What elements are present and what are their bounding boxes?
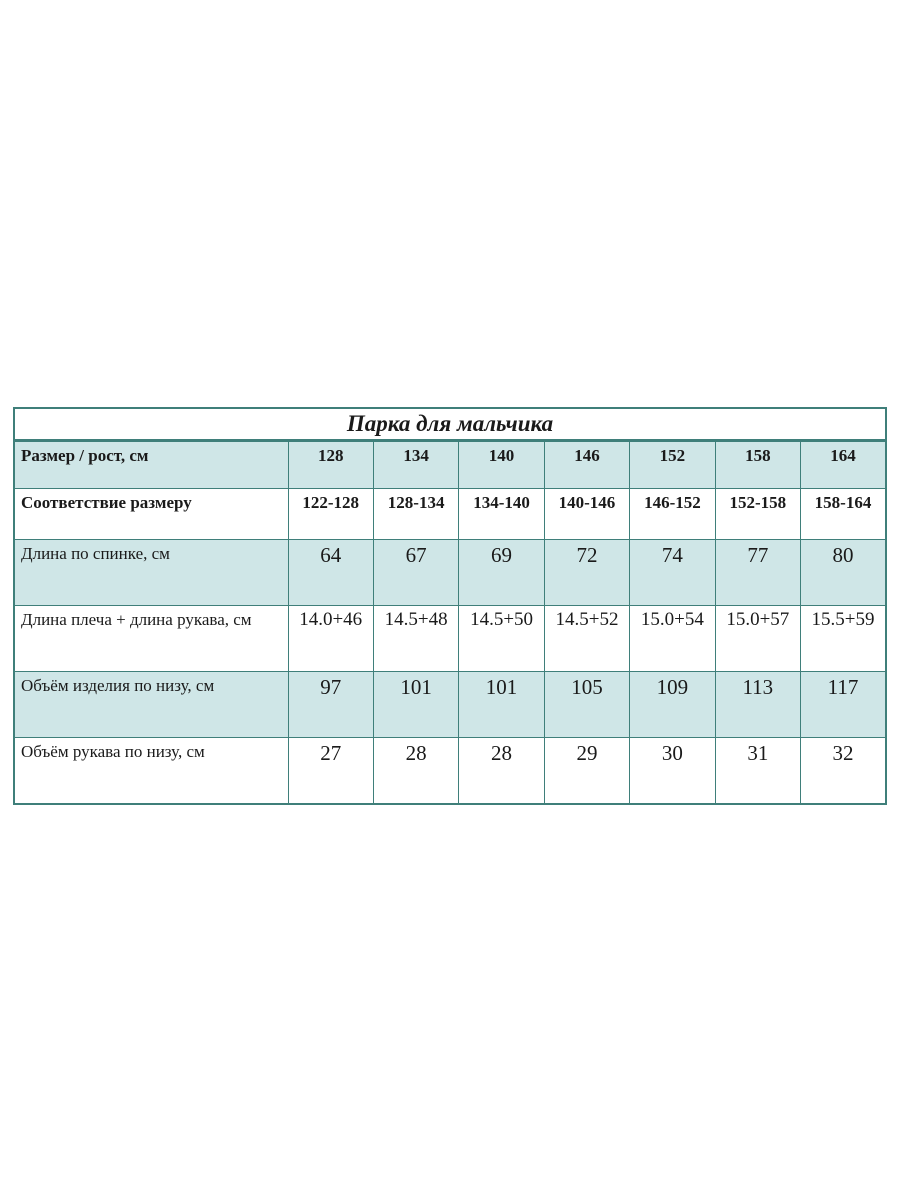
header-size-cell: 128	[288, 441, 373, 489]
table-cell: 109	[630, 672, 715, 738]
table-cell: 30	[630, 738, 715, 805]
table-title: Парка для мальчика	[14, 408, 886, 441]
table-cell: 158-164	[801, 489, 886, 540]
table-cell: 69	[459, 540, 544, 606]
row-label: Объём рукава по низу, см	[14, 738, 288, 805]
table-row	[14, 606, 886, 672]
table-cell: 28	[373, 738, 458, 805]
size-chart-table	[13, 407, 887, 805]
table-cell: 67	[373, 540, 458, 606]
table-cell: 117	[801, 672, 886, 738]
table-cell: 31	[715, 738, 800, 805]
table-cell: 29	[544, 738, 629, 805]
row-label: Соответствие размеру	[14, 489, 288, 540]
table-cell: 128-134	[373, 489, 458, 540]
table-cell: 101	[459, 672, 544, 738]
table-cell: 105	[544, 672, 629, 738]
table-row	[14, 738, 886, 805]
table-cell: 140-146	[544, 489, 629, 540]
table-cell: 15.5+59	[801, 606, 886, 672]
table-cell: 28	[459, 738, 544, 805]
row-label: Длина плеча + длина рукава, см	[14, 606, 288, 672]
table-cell: 15.0+57	[715, 606, 800, 672]
header-size-cell: 158	[715, 441, 800, 489]
table-cell: 77	[715, 540, 800, 606]
header-label: Размер / рост, см	[14, 441, 288, 489]
row-label: Объём изделия по низу, см	[14, 672, 288, 738]
table-cell: 14.5+48	[373, 606, 458, 672]
table-cell: 80	[801, 540, 886, 606]
table-cell: 97	[288, 672, 373, 738]
header-size-cell: 152	[630, 441, 715, 489]
table-header-row	[14, 441, 886, 489]
header-size-cell: 134	[373, 441, 458, 489]
table-title-row	[14, 408, 886, 441]
table-cell: 122-128	[288, 489, 373, 540]
table-cell: 14.5+52	[544, 606, 629, 672]
table-cell: 72	[544, 540, 629, 606]
table-cell: 113	[715, 672, 800, 738]
table-cell: 27	[288, 738, 373, 805]
header-size-cell: 164	[801, 441, 886, 489]
table-cell: 134-140	[459, 489, 544, 540]
table-cell: 14.0+46	[288, 606, 373, 672]
table-row	[14, 540, 886, 606]
row-label: Длина по спинке, см	[14, 540, 288, 606]
table-cell: 32	[801, 738, 886, 805]
table-row	[14, 489, 886, 540]
header-size-cell: 146	[544, 441, 629, 489]
table-cell: 152-158	[715, 489, 800, 540]
table-cell: 15.0+54	[630, 606, 715, 672]
table-cell: 64	[288, 540, 373, 606]
table-cell: 14.5+50	[459, 606, 544, 672]
table-row	[14, 672, 886, 738]
header-size-cell: 140	[459, 441, 544, 489]
table-cell: 146-152	[630, 489, 715, 540]
table-cell: 101	[373, 672, 458, 738]
table-cell: 74	[630, 540, 715, 606]
